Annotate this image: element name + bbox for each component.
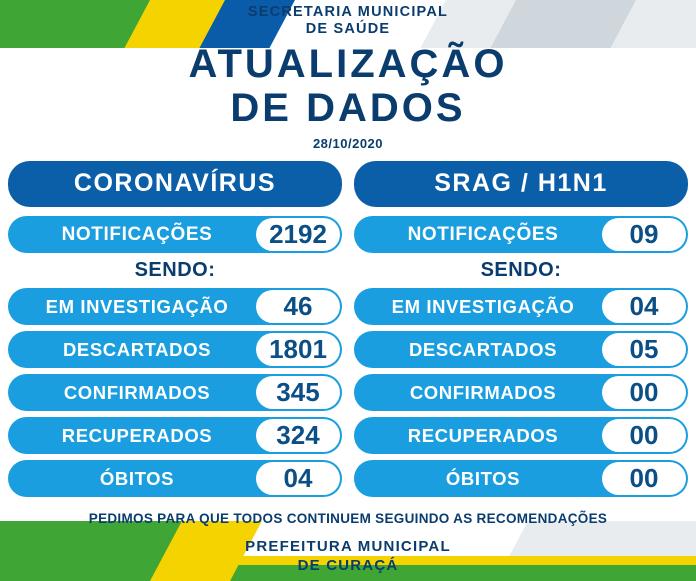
- sendo-label-srag: SENDO:: [480, 259, 562, 281]
- row-notificacoes-srag: [354, 216, 688, 253]
- row-obitos-srag: [354, 460, 688, 497]
- header: [0, 0, 696, 151]
- row-label: DESCARTADOS: [408, 338, 558, 360]
- row-label: RECUPERADOS: [407, 424, 559, 446]
- prefeitura-footer: [0, 537, 696, 575]
- row-value: 00: [602, 462, 686, 495]
- recommendation-note: PEDIMOS PARA QUE TODOS CONTINUEM SEGUINDO AS RECOMENDAÇÕES: [88, 511, 608, 526]
- row-label: DESCARTADOS: [62, 338, 212, 360]
- row-label: NOTIFICAÇÕES: [61, 223, 213, 245]
- row-label: CONFIRMADOS: [409, 381, 557, 403]
- row-value: 00: [602, 376, 686, 409]
- row-confirmados-coronavirus: [8, 374, 342, 411]
- row-label: EM INVESTIGAÇÃO: [45, 295, 229, 317]
- row-value: 2192: [256, 218, 340, 251]
- row-recuperados-coronavirus: [8, 417, 342, 454]
- row-value: 1801: [256, 333, 340, 366]
- sendo-label-coronavirus: SENDO:: [134, 259, 216, 281]
- row-recuperados-srag: [354, 417, 688, 454]
- column-srag-h1n1: [354, 161, 688, 503]
- row-value: 345: [256, 376, 340, 409]
- row-label: NOTIFICAÇÕES: [407, 223, 559, 245]
- prefeitura-line-2: DE CURAÇÁ: [297, 557, 399, 574]
- column-coronavirus: [8, 161, 342, 503]
- row-value: 46: [256, 290, 340, 323]
- row-value: 00: [602, 419, 686, 452]
- row-value: 324: [256, 419, 340, 452]
- prefeitura-line-1: PREFEITURA MUNICIPAL: [245, 538, 451, 555]
- row-confirmados-srag: [354, 374, 688, 411]
- row-obitos-coronavirus: [8, 460, 342, 497]
- column-title-coronavirus: CORONAVÍRUS: [8, 161, 342, 207]
- row-value: 04: [256, 462, 340, 495]
- page-title-line-2: DE DADOS: [230, 86, 466, 130]
- data-columns: [0, 151, 696, 503]
- secretaria-line-2: DE SAÚDE: [305, 21, 391, 37]
- row-value: 04: [602, 290, 686, 323]
- row-label: CONFIRMADOS: [63, 381, 211, 403]
- row-descartados-coronavirus: [8, 331, 342, 368]
- row-label: ÓBITOS: [99, 467, 175, 489]
- row-em-investigacao-srag: [354, 288, 688, 325]
- row-value: 05: [602, 333, 686, 366]
- row-notificacoes-coronavirus: [8, 216, 342, 253]
- row-label: EM INVESTIGAÇÃO: [391, 295, 575, 317]
- page-title-line-1: ATUALIZAÇÃO: [188, 42, 508, 86]
- row-em-investigacao-coronavirus: [8, 288, 342, 325]
- row-descartados-srag: [354, 331, 688, 368]
- row-label: RECUPERADOS: [61, 424, 213, 446]
- secretaria-line-1: SECRETARIA MUNICIPAL: [247, 4, 449, 20]
- row-value: 09: [602, 218, 686, 251]
- column-title-srag-h1n1: SRAG / H1N1: [354, 161, 688, 207]
- report-date: 28/10/2020: [312, 136, 384, 151]
- row-label: ÓBITOS: [445, 467, 521, 489]
